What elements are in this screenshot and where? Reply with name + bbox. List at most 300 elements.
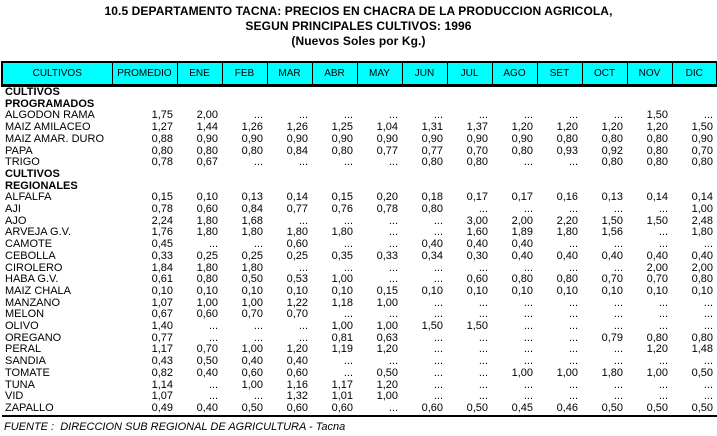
price-cell: 0,70 (646, 273, 668, 286)
price-cell: ... (613, 109, 623, 122)
column-header-promedio: PROMEDIO (112, 62, 177, 86)
price-cell: 0,90 (331, 132, 353, 145)
price-cell: 1,00 (646, 366, 668, 379)
price-cell: 0,77 (376, 144, 398, 157)
row-label: MAIZ CHALA (5, 284, 72, 297)
price-cell: 0,90 (511, 132, 533, 145)
column-header-oct: OCT (582, 62, 627, 86)
price-cell: 1,00 (376, 320, 398, 333)
price-cell: 0,80 (601, 156, 623, 169)
price-cell (492, 169, 537, 181)
price-cell: ... (478, 378, 488, 391)
price-cell: ... (703, 390, 713, 403)
price-cell (222, 86, 267, 99)
price-cell: 0,93 (556, 144, 578, 157)
price-cell: ... (433, 378, 443, 391)
price-cell (537, 86, 582, 99)
price-cell: 0,15 (331, 191, 353, 204)
price-cell: ... (613, 261, 623, 274)
price-cell (672, 169, 717, 181)
price-cell: 1,01 (331, 390, 353, 403)
price-cell: 1,76 (151, 226, 173, 239)
row-label: PAPA (5, 144, 33, 157)
price-cell: ... (523, 156, 533, 169)
price-cell: 0,40 (601, 249, 623, 262)
price-cell: ... (433, 366, 443, 379)
row-label: ALFALFA (5, 191, 52, 204)
row-label: ARVEJA G.V. (5, 226, 72, 239)
price-cell: 0,46 (537, 403, 582, 416)
row-label: SANDIA (5, 355, 46, 368)
price-cell: 2,20 (556, 214, 578, 227)
price-cell: 0,82 (151, 366, 173, 379)
price-cell: ... (298, 156, 308, 169)
row-label: HABA G.V. (5, 273, 59, 286)
price-cell: ... (478, 203, 488, 216)
price-cell: ... (433, 296, 443, 309)
price-cell: 1,20 (646, 343, 668, 356)
price-cell: 1,48 (691, 343, 713, 356)
price-cell: 0,67 (196, 156, 218, 169)
price-cell: 0,84 (241, 203, 263, 216)
price-cell: 0,13 (241, 191, 263, 204)
price-cell: ... (658, 226, 668, 239)
price-cell: ... (253, 109, 263, 122)
price-cell: 1,20 (646, 121, 668, 134)
price-cell: 0,80 (151, 144, 173, 157)
price-cell: 1,50 (601, 214, 623, 227)
price-cell: 1,56 (601, 226, 623, 239)
table-row (2, 321, 717, 333)
price-cell: 0,40 (241, 355, 263, 368)
price-cell: ... (208, 378, 218, 391)
price-cell: ... (343, 109, 353, 122)
price-cell: ... (433, 331, 443, 344)
price-cell: 1,50 (646, 109, 668, 122)
price-cell: ... (658, 378, 668, 391)
price-cell: 1,89 (511, 226, 533, 239)
price-cell: 0,10 (556, 284, 578, 297)
price-cell: 1,20 (556, 121, 578, 134)
price-cell: ... (253, 331, 263, 344)
price-cell: 0,77 (151, 331, 173, 344)
price-cell: ... (523, 331, 533, 344)
price-cell: 0,40 (466, 238, 488, 251)
price-cell: ... (298, 261, 308, 274)
price-cell: 0,60 (196, 203, 218, 216)
price-cell: ... (343, 308, 353, 321)
price-cell: 2,00 (511, 214, 533, 227)
price-cell: 1,80 (196, 214, 218, 227)
price-cell: 0,77 (421, 144, 443, 157)
column-header-may: MAY (357, 62, 402, 86)
price-cell: ... (568, 343, 578, 356)
price-cell: 2,00 (691, 261, 713, 274)
row-label: CULTIVOS (5, 86, 60, 98)
price-cell: 0,70 (691, 144, 713, 157)
price-cell: 1,37 (466, 121, 488, 134)
price-cell: ... (478, 331, 488, 344)
price-cell: 1,04 (376, 121, 398, 134)
price-cell: 0,77 (286, 203, 308, 216)
price-cell: ... (343, 238, 353, 251)
price-cell: ... (388, 109, 398, 122)
price-cell: 0,90 (691, 132, 713, 145)
price-cell: 1,00 (241, 296, 263, 309)
price-cell: 0,49 (112, 403, 177, 416)
row-label: OREGANO (5, 331, 62, 344)
price-cell: 0,80 (196, 144, 218, 157)
price-cell: 0,60 (312, 403, 357, 416)
price-cell: ... (208, 238, 218, 251)
price-cell: 1,80 (241, 261, 263, 274)
row-label: AJO (5, 214, 27, 227)
row-label: MAIZ AMAR. DURO (5, 132, 105, 145)
price-cell: ... (658, 320, 668, 333)
price-cell: 1,00 (196, 296, 218, 309)
price-cell: ... (568, 203, 578, 216)
price-cell (222, 169, 267, 181)
price-cell: 1,44 (196, 121, 218, 134)
row-label: MAIZ AMILACEO (5, 121, 91, 134)
price-cell: 1,20 (511, 121, 533, 134)
row-label: OLIVO (5, 320, 39, 333)
price-cell: 1,84 (151, 261, 173, 274)
price-cell: ... (568, 261, 578, 274)
price-cell: 0,60 (267, 403, 312, 416)
price-cell: ... (388, 261, 398, 274)
price-cell: ... (478, 343, 488, 356)
price-cell: 0,25 (286, 249, 308, 262)
price-cell: 0,50 (582, 403, 627, 416)
table-row (2, 333, 717, 345)
page-title-line-3: (Nuevos Soles por Kg.) (291, 34, 426, 48)
price-cell: 0,17 (511, 191, 533, 204)
price-cell: 0,50 (627, 403, 672, 416)
price-cell: 0,25 (241, 249, 263, 262)
price-cell: ... (343, 261, 353, 274)
price-cell: ... (568, 390, 578, 403)
price-cell: ... (433, 226, 443, 239)
price-cell: 0,92 (601, 144, 623, 157)
price-cell: 0,40 (511, 249, 533, 262)
price-cell: 0,43 (151, 355, 173, 368)
price-cell: 1,80 (196, 226, 218, 239)
price-cell: 0,40 (646, 249, 668, 262)
price-cell: 0,50 (222, 403, 267, 416)
price-cell: 0,45 (492, 403, 537, 416)
row-label: TRIGO (5, 156, 40, 169)
price-cell: ... (613, 390, 623, 403)
price-cell: 0,14 (646, 191, 668, 204)
row-label: CAMOTE (5, 238, 53, 251)
price-cell: 0,15 (376, 284, 398, 297)
price-cell: 1,31 (421, 121, 443, 134)
price-cell: 0,13 (601, 191, 623, 204)
price-cell: 0,80 (691, 331, 713, 344)
price-cell: 1,00 (556, 366, 578, 379)
table-row (2, 204, 717, 216)
price-cell: 0,88 (151, 132, 173, 145)
price-cell: 0,90 (466, 132, 488, 145)
page-title (0, 0, 717, 49)
page-title-line-1: 10.5 DEPARTAMENTO TACNA: PRECIOS EN CHACRA DE LA PRODUCCION AGRICOLA, (104, 4, 613, 18)
price-cell: 1,00 (331, 273, 353, 286)
price-cell (312, 169, 357, 181)
price-cell: 1,80 (286, 226, 308, 239)
price-cell (492, 86, 537, 99)
price-cell: ... (523, 343, 533, 356)
price-cell (112, 169, 177, 181)
price-cell: 0,90 (421, 132, 443, 145)
price-cell: 0,90 (241, 132, 263, 145)
price-cell: ... (253, 320, 263, 333)
column-header-ene: ENE (177, 62, 222, 86)
price-cell: ... (658, 355, 668, 368)
table-row (2, 344, 717, 356)
price-cell: 0,80 (241, 144, 263, 157)
price-cell: ... (208, 390, 218, 403)
price-cell: ... (478, 109, 488, 122)
row-label: ZAPALLO (2, 403, 112, 416)
price-cell: ... (658, 203, 668, 216)
price-cell: 0,70 (466, 144, 488, 157)
price-cell: ... (298, 320, 308, 333)
price-cell: 1,80 (601, 366, 623, 379)
price-cell: 0,53 (286, 273, 308, 286)
price-cell: 0,80 (196, 273, 218, 286)
price-cell: 0,60 (402, 403, 447, 416)
price-cell: 0,18 (421, 191, 443, 204)
price-cell: ... (523, 308, 533, 321)
price-cell: 0,60 (466, 273, 488, 286)
price-cell: ... (613, 296, 623, 309)
price-cell: 0,80 (511, 273, 533, 286)
price-cell: ... (568, 331, 578, 344)
price-cell: 0,30 (466, 249, 488, 262)
price-cell: 0,70 (241, 308, 263, 321)
price-cell: 0,10 (466, 284, 488, 297)
price-cell: ... (613, 203, 623, 216)
price-cell: ... (478, 366, 488, 379)
price-cell: 1,00 (241, 378, 263, 391)
price-cell: 0,16 (556, 191, 578, 204)
price-cell: ... (613, 308, 623, 321)
price-cell (447, 86, 492, 99)
price-cell: 0,60 (286, 238, 308, 251)
price-cell: 0,50 (196, 355, 218, 368)
price-cell: ... (388, 238, 398, 251)
price-cell: ... (388, 355, 398, 368)
row-label: REGIONALES (5, 179, 78, 192)
column-header-nov: NOV (627, 62, 672, 86)
price-cell: 0,78 (151, 156, 173, 169)
price-cell: 1,68 (241, 214, 263, 227)
price-cell: ... (703, 109, 713, 122)
column-header-set: SET (537, 62, 582, 86)
price-cell: ... (613, 343, 623, 356)
price-cell: 0,63 (376, 331, 398, 344)
price-cell: ... (568, 296, 578, 309)
price-cell: 1,22 (286, 296, 308, 309)
price-cell: ... (568, 109, 578, 122)
table-row (2, 192, 717, 204)
price-cell: ... (613, 238, 623, 251)
price-cell (582, 169, 627, 181)
price-cell: ... (568, 156, 578, 169)
price-cell: 0,80 (421, 156, 443, 169)
price-cell: ... (433, 109, 443, 122)
row-label: AJI (5, 203, 21, 216)
column-header-jul: JUL (447, 62, 492, 86)
price-cell: 1,17 (151, 343, 173, 356)
price-cell: ... (568, 378, 578, 391)
row-label: MELON (5, 308, 45, 321)
price-cell: ... (703, 378, 713, 391)
price-cell: 1,20 (601, 121, 623, 134)
price-cell: 0,80 (691, 273, 713, 286)
price-cell: 0,90 (286, 132, 308, 145)
price-cell: 0,80 (556, 132, 578, 145)
price-cell: 0,45 (151, 238, 173, 251)
price-cell: 0,10 (511, 284, 533, 297)
row-label: PROGRAMADOS (5, 97, 95, 110)
price-cell (537, 169, 582, 181)
price-cell: ... (208, 331, 218, 344)
table-row (2, 251, 717, 263)
price-cell: 0,76 (331, 203, 353, 216)
price-cell: 0,40 (691, 249, 713, 262)
price-cell: ... (343, 214, 353, 227)
table-row (2, 157, 717, 169)
row-label: VID (5, 390, 24, 403)
price-cell: ... (523, 296, 533, 309)
price-cell: 0,40 (511, 238, 533, 251)
price-cell: 1,25 (331, 121, 353, 134)
price-cell (582, 86, 627, 99)
price-cell: 1,80 (196, 261, 218, 274)
price-cell: 0,33 (151, 249, 173, 262)
column-header-dic: DIC (672, 62, 717, 86)
price-cell: ... (523, 378, 533, 391)
price-cell (402, 86, 447, 99)
price-cell: ... (433, 343, 443, 356)
page-title-line-2: SEGUN PRINCIPALES CULTIVOS: 1996 (245, 19, 472, 33)
price-cell: ... (703, 238, 713, 251)
price-cell: 0,80 (601, 132, 623, 145)
price-cell: ... (658, 390, 668, 403)
price-cell: 1,80 (691, 226, 713, 239)
price-cell (627, 169, 672, 181)
price-cell: 1,00 (331, 320, 353, 333)
price-cell: ... (433, 214, 443, 227)
price-cell: 1,00 (376, 296, 398, 309)
price-cell: 0,50 (447, 403, 492, 416)
price-cell: 1,50 (646, 214, 668, 227)
price-cell: 0,10 (241, 284, 263, 297)
price-cell: 0,70 (286, 308, 308, 321)
price-cell: 1,17 (331, 378, 353, 391)
section-row (2, 86, 717, 99)
price-cell: ... (343, 156, 353, 169)
price-cell: 1,07 (151, 390, 173, 403)
price-cell: ... (613, 355, 623, 368)
price-cell: 0,79 (601, 331, 623, 344)
price-cell: 1,20 (286, 343, 308, 356)
price-cell: 1,40 (151, 320, 173, 333)
price-cell: ... (523, 320, 533, 333)
price-cell: 1,26 (241, 121, 263, 134)
price-cell: 1,50 (421, 320, 443, 333)
price-cell: 1,60 (466, 226, 488, 239)
price-cell: ... (568, 355, 578, 368)
price-cell: 0,60 (196, 308, 218, 321)
price-cell: ... (523, 355, 533, 368)
price-cell: ... (343, 355, 353, 368)
column-header-mar: MAR (267, 62, 312, 86)
price-cell: ... (388, 214, 398, 227)
price-cell: ... (523, 390, 533, 403)
table-row (2, 368, 717, 380)
price-cell: 1,16 (286, 378, 308, 391)
price-cell: 0,80 (646, 132, 668, 145)
price-cell: 0,80 (646, 144, 668, 157)
price-cell: ... (298, 109, 308, 122)
section-row (2, 169, 717, 181)
price-cell: 0,20 (376, 191, 398, 204)
row-label: TUNA (5, 378, 35, 391)
price-cell: 1,07 (151, 296, 173, 309)
price-cell: 0,80 (511, 144, 533, 157)
price-cell: 0,84 (286, 144, 308, 157)
price-cell: 1,75 (151, 109, 173, 122)
price-cell: 0,80 (421, 203, 443, 216)
price-cell: 1,80 (556, 226, 578, 239)
price-cell: 0,10 (331, 284, 353, 297)
price-cell: ... (388, 226, 398, 239)
price-cell: ... (613, 320, 623, 333)
source-note: FUENTE : DIRECCION SUB REGIONAL DE AGRICULTURA - Tacna (4, 420, 346, 433)
price-cell: 0,17 (466, 191, 488, 204)
price-cell: ... (357, 403, 402, 416)
column-header-ago: AGO (492, 62, 537, 86)
row-label: CULTIVOS (5, 167, 60, 180)
price-cell: ... (433, 390, 443, 403)
price-cell: ... (253, 238, 263, 251)
price-cell: ... (388, 156, 398, 169)
column-header-jun: JUN (402, 62, 447, 86)
price-cell: 0,10 (196, 191, 218, 204)
price-cell: ... (703, 355, 713, 368)
price-cell: 0,90 (196, 132, 218, 145)
price-cell: 0,40 (421, 238, 443, 251)
table-header-row (2, 62, 717, 86)
price-cell: ... (298, 331, 308, 344)
price-cell: 1,50 (466, 320, 488, 333)
table-row (2, 380, 717, 392)
row-label: CEBOLLA (5, 249, 56, 262)
price-cell: 0,60 (286, 366, 308, 379)
price-cell: ... (478, 308, 488, 321)
price-cell: ... (433, 261, 443, 274)
price-cell (267, 86, 312, 99)
price-cell: 0,80 (331, 144, 353, 157)
price-cell: 1,19 (331, 343, 353, 356)
price-cell (447, 169, 492, 181)
price-cell (357, 86, 402, 99)
price-cell: 1,00 (376, 390, 398, 403)
table-row (2, 286, 717, 298)
